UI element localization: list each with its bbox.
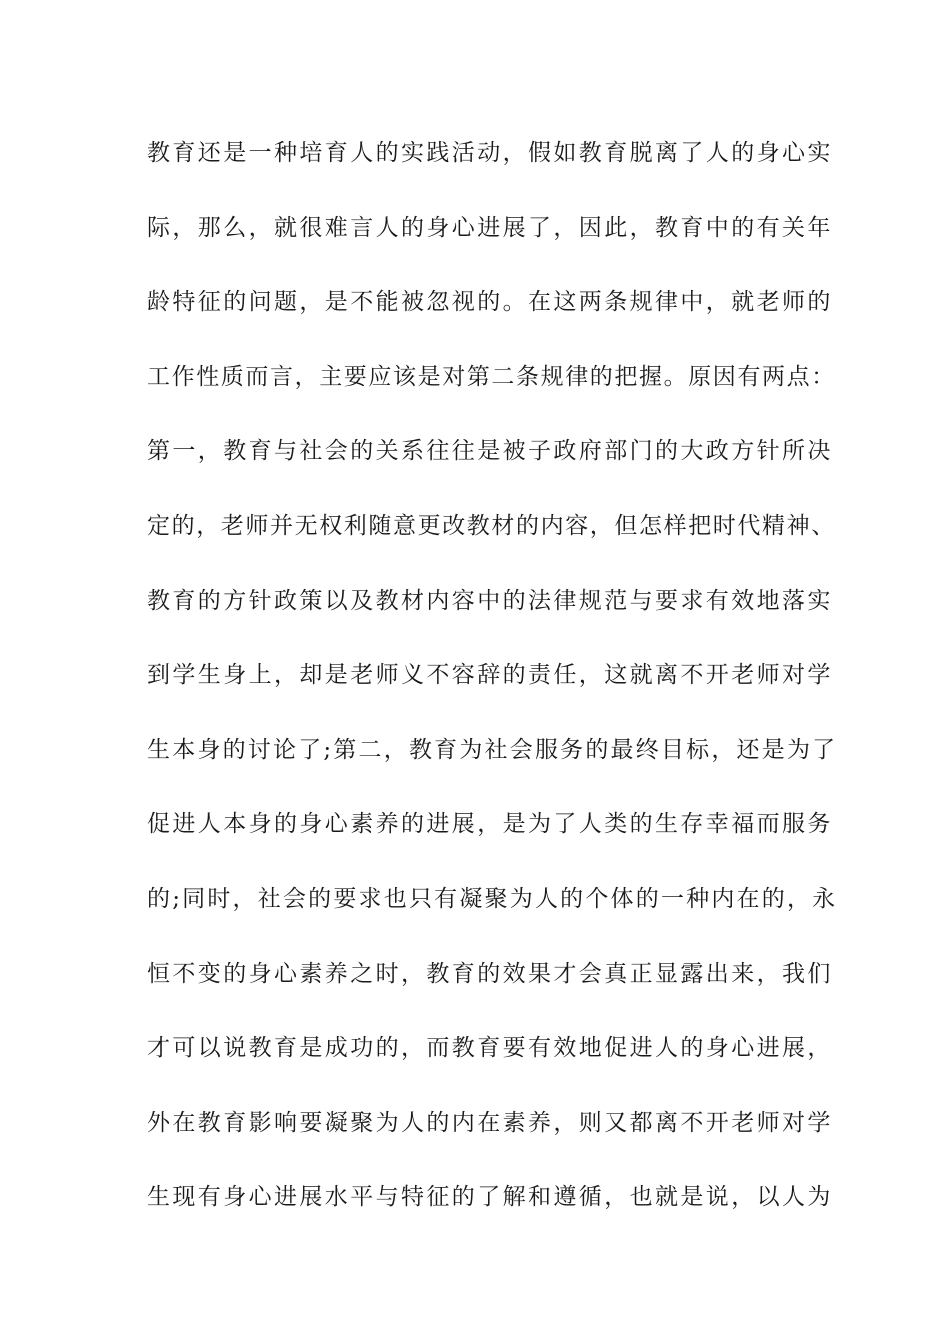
text-line-14: 外在教育影响要凝聚为人的内在素养，则又都离不开老师对学 xyxy=(147,1109,833,1136)
body-text xyxy=(147,131,838,1250)
text-line-13: 才可以说教育是成功的，而教育要有效地促进人的身心进展， xyxy=(147,1035,833,1062)
text-line-6: 定的，老师并无权利随意更改教材的内容，但怎样把时代精神、 xyxy=(147,512,836,539)
text-line-1: 教育还是一种培育人的实践活动，假如教育脱离了人的身心实 xyxy=(147,140,833,166)
text-line-15: 生现有身心进展水平与特征的了解和遵循，也就是说，以人为 xyxy=(147,1184,833,1211)
text-line-12: 恒不变的身心素养之时，教育的效果才会真正显露出来，我们 xyxy=(147,960,833,987)
text-line-7: 教育的方针政策以及教材内容中的法律规范与要求有效地落实 xyxy=(147,587,833,614)
text-line-8: 到学生身上，却是老师义不容辞的责任，这就离不开老师对学 xyxy=(147,662,833,689)
text-line-11: 的;同时，社会的要求也只有凝聚为人的个体的一种内在的，永 xyxy=(147,885,838,912)
text-line-4: 工作性质而言，主要应该是对第二条规律的把握。原因有两点： xyxy=(147,363,836,390)
text-line-5: 第一，教育与社会的关系往往是被子政府部门的大政方针所决 xyxy=(147,438,833,465)
text-line-3: 龄特征的问题，是不能被忽视的。在这两条规律中，就老师的 xyxy=(147,289,833,316)
text-line-10: 促进人本身的身心素养的进展，是为了人类的生存幸福而服务 xyxy=(147,811,833,838)
text-line-2: 际，那么，就很难言人的身心进展了，因此，教育中的有关年 xyxy=(147,214,833,241)
text-line-9: 生本身的讨论了;第二，教育为社会服务的最终目标，还是为了 xyxy=(147,736,838,763)
